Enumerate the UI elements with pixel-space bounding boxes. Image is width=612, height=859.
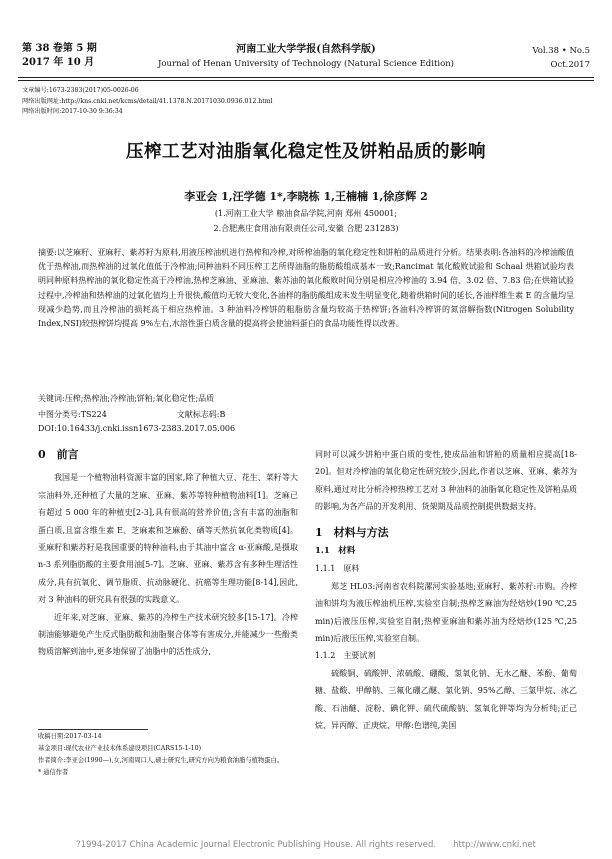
online-url: 网络出版网址:http://kns.cnki.net/kcms/detail/41.1378.N.20171030.0936.012.html (22, 97, 273, 105)
copyright-footer: ?1994-2017 China Academic Journal Electronic Publishing House. All rights reserved. http://www.cnki.net (76, 840, 536, 850)
date-cn: 2017 年 10 月 (22, 57, 95, 68)
header-volume-date (22, 42, 97, 70)
left-column (38, 446, 298, 661)
footnote-author: 作者简介:李亚会(1990—),女,河南周口人,硕士研究生,研究方向为粮食油脂与植物蛋白。 (38, 757, 284, 764)
article-number: 文章编号:1673-2383(2017)05-0026-06 (22, 87, 139, 94)
subsection-1-1: 1.1 材料 (315, 546, 356, 557)
document-code: 文献标志码:B (176, 410, 226, 419)
header-rule-thin (18, 80, 594, 81)
affiliation-2: 2.合肥燕庄食用油有限责任公司,安徽 合肥 231283) (213, 224, 399, 233)
doi: DOI:10.16433/j.cnki.issn1673-2383.2017.05.006 (38, 424, 236, 433)
footnote-corresponding: * 通信作者 (38, 769, 69, 776)
right-column (315, 446, 577, 735)
footnote-rule (38, 729, 148, 730)
footnotes (38, 731, 298, 779)
intro-paragraph-2: 近年来,对芝麻、亚麻、紫苏的冷榨生产技术研究较多[15-17]。冷榨制油能够避免产生反式脂肪酸和油脂聚合体等有害成分,并能减少一些酚类物质溶解到油中,更多地保留了油脂中的活性成分, (38, 612, 298, 657)
clc-number: 中图分类号:TS224 (38, 410, 107, 419)
footnote-received: 收稿日期:2017-03-14 (38, 733, 102, 740)
article-meta (22, 86, 273, 118)
subsection-1-1-2: 1.1.2 主要试剂 (315, 651, 376, 661)
footnote-funding: 基金项目:现代农业产业技术体系建设项目(CARS15-1-10) (38, 745, 202, 752)
right-paragraph-1: 同时可以减少饼粕中蛋白质的变性,使成品油和饼粕的质量相应提高[18-20]。但对冷榨油的氧化稳定性研究较少,因此,作者以芝麻、亚麻、紫苏为原料,通过对比分析冷榨热榨工艺对 3 种油料的油脂氧化稳定性及饼粕品质的影响,为各产品的开发利用、货架期及品质控制提供数据支持。 (315, 450, 577, 512)
volume-issue-en: Vol.38 • No.5 (532, 46, 590, 56)
materials-paragraph: 郑芝 HL03:河南省农科院漯河实验基地;亚麻籽、紫苏籽:市购。冷榨油和饼均为液压榨油机压榨,实验室自制;热榨芝麻油为经焙炒(190 ℃,25 min)后液压压榨,实验室自制;热榨亚麻油和紫苏油为经焙炒(125 ℃,25 min)后液压压榨,实验室自制。 (315, 581, 577, 644)
affiliation-1: (1.河南工业大学 粮油食品学院,河南 郑州 450001; (214, 209, 398, 218)
keywords: 关键词:压榨;热榨油;冷榨油;饼粕;氧化稳定性;品质 (38, 394, 215, 403)
journal-name-cn: 河南工业大学学报(自然科学版) (236, 44, 376, 55)
classification (38, 409, 574, 420)
journal-name-en: Journal of Henan University of Technology (Natural Science Edition) (158, 59, 454, 69)
subsection-1-1-1: 1.1.1 原料 (315, 564, 360, 574)
online-time: 网络出版时间:2017-10-30 9:36:34 (22, 108, 123, 116)
intro-paragraph-1: 我国是一个植物油料资源丰富的国家,除了种植大豆、花生、菜籽等大宗油料外,还种植了大量的芝麻、亚麻、紫苏等特种植物油料[1]。芝麻已有超过 5 000 年的种植史[2-3],具有很高的营养价值;含有丰富的油脂和蛋白质,且富含维生素 E、芝麻素和芝麻酚、硒等天然抗氧化类物质[4]。亚麻籽和紫苏籽是我国重要的特种油料,由于其油中富含 α-亚麻酸,是摄取 n-3 系列脂肪酸的主要食用油[5-7]。芝麻、亚麻、紫苏含有多种生理活性成分,具有抗氧化、调节脂质、抗动脉硬化、抗癌等生理功能[8-14],因此,对 3 种油料的研究具有很强的实践意义。 (38, 473, 298, 605)
volume-issue-cn: 第 38 卷第 5 期 (22, 43, 97, 54)
header-volume-en (532, 44, 590, 72)
author-list: 李亚会 1,汪学德 1*,李晓栋 1,王楠楠 1,徐彦辉 2 (184, 190, 428, 203)
reagents-paragraph: 硫酸铜、硫酸钾、浓硫酸、硼酸、氢氧化钠、无水乙醚、苯酚、葡萄糖、盐酸、甲醇钠、三氟化硼乙醚、氯化钠、95%乙醇、三氯甲烷、冰乙酸、石油醚、淀粉、碘化钾、硫代硫酸钠、氢氧化钾等均为分析纯;正己烷、异丙醇、正庚烷、甲醇:色谱纯,美国 (315, 668, 577, 731)
section-1-heading: 1 材料与方法 (315, 525, 389, 539)
date-en: Oct.2017 (550, 60, 590, 70)
section-0-heading: 0 前言 (38, 448, 79, 461)
abstract: 摘要:以芝麻籽、亚麻籽、紫苏籽为原料,用液压榨油机进行热榨和冷榨,对所榨油脂的氧化稳定性和饼粕的品质进行分析。结果表明:各油料的冷榨油酸值优于热榨油,而热榨油的过氧化值低于冷榨油;同种油料不同压榨工艺所得油脂的脂肪酸组成基本一致;Rancimat 氧化酸败试验和 Schaal 烘箱试验均表明同种原料热榨油的氧化稳定性高于冷榨油,热榨芝麻油、亚麻油、紫苏油的氧化酸败时间分别是相应冷榨油的 3.94 倍、3.02 倍、7.83 倍;在烘箱试验过程中,冷榨油和热榨油的过氧化值均上升很快,酸值均无较大变化,各油样的脂肪酸组成未发生明显变化,随着烘箱时间的延长,各油样维生素 E 的含量均呈现减少趋势,而且冷榨油的损耗高于相应热榨油。3 种油料冷榨饼的粗脂肪含量均较高于热榨饼;各油料冷榨饼的氮溶解指数(Nitrogen Solubility Index,NSI)较热榨饼均提高 9%左右,水溶性蛋白质含量的提高将会使油料蛋白的食品功能性得以改善。 (38, 248, 574, 329)
header-rule (18, 77, 594, 78)
journal-header (150, 42, 462, 72)
paper-title: 压榨工艺对油脂氧化稳定性及饼粕品质的影响 (126, 142, 486, 162)
affiliations (0, 206, 612, 236)
